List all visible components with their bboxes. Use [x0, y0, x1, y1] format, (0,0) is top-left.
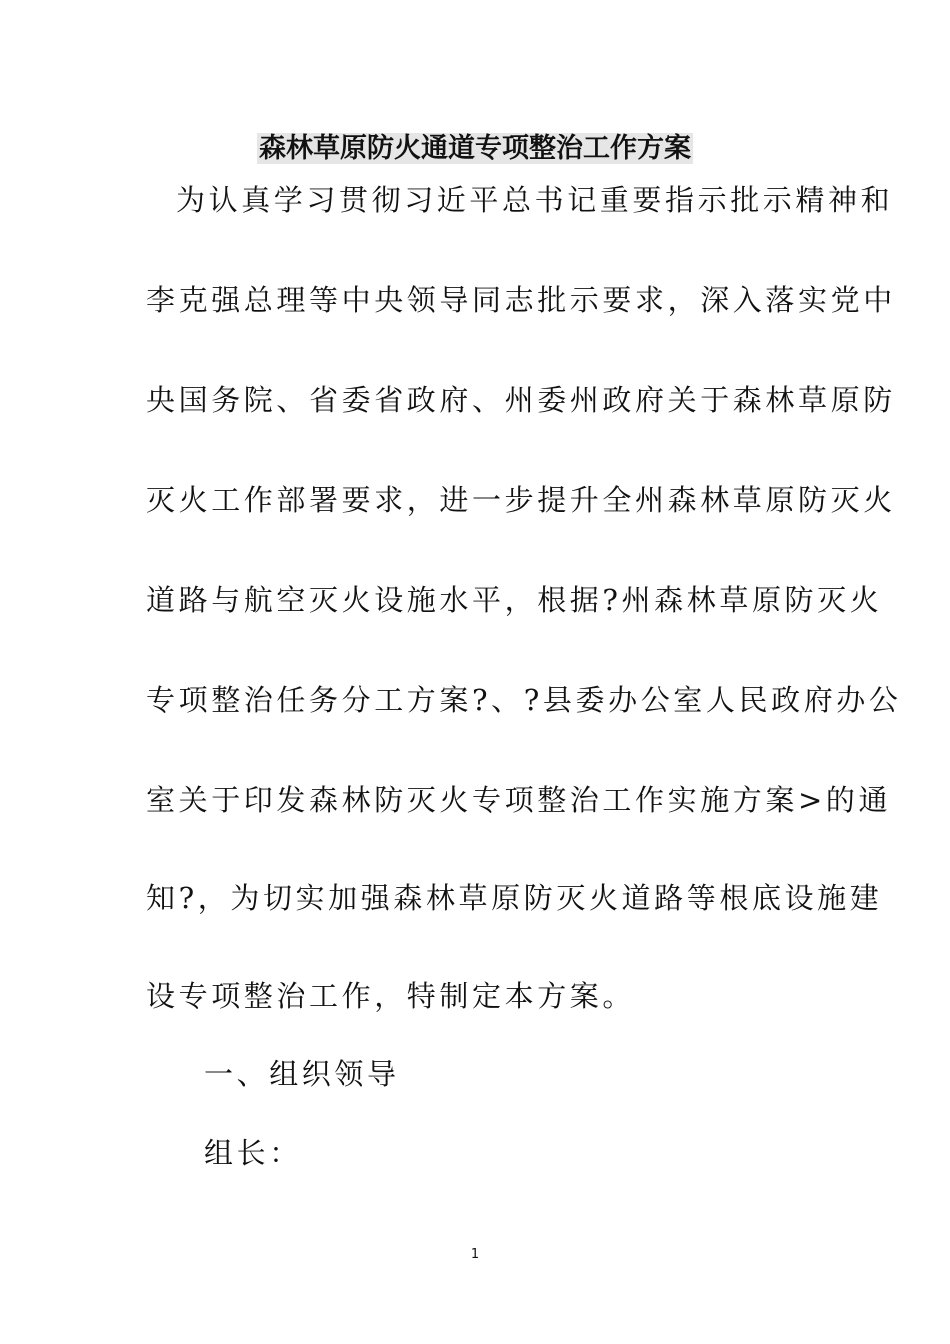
paragraph-line: 李克强总理等中央领导同志批示要求，深入落实党中 — [146, 283, 896, 317]
paragraph-line: 设专项整治工作，特制定本方案。 — [146, 979, 636, 1013]
document-title-text: 森林草原防火通道专项整治工作方案 — [259, 133, 691, 164]
paragraph-line: 灭火工作部署要求，进一步提升全州森林草原防灭火 — [146, 483, 896, 517]
list-label: 组长： — [204, 1136, 302, 1170]
paragraph-line: 道路与航空灭火设施水平，根据?州森林草原防灭火 — [146, 583, 883, 617]
section-heading: 一、组织领导 — [204, 1057, 400, 1091]
paragraph-line: 为认真学习贯彻习近平总书记重要指示批示精神和 — [176, 183, 894, 217]
paragraph-line: 央国务院、省委省政府、州委州政府关于森林草原防 — [146, 383, 896, 417]
page-number: 1 — [470, 1247, 480, 1262]
paragraph-line: 专项整治任务分工方案?、?县委办公室人民政府办公 — [146, 683, 902, 717]
document-title — [0, 131, 950, 167]
paragraph-line: 知?，为切实加强森林草原防灭火道路等根底设施建 — [146, 881, 883, 915]
paragraph-line: 室关于印发森林防灭火专项整治工作实施方案>的通 — [146, 783, 892, 817]
